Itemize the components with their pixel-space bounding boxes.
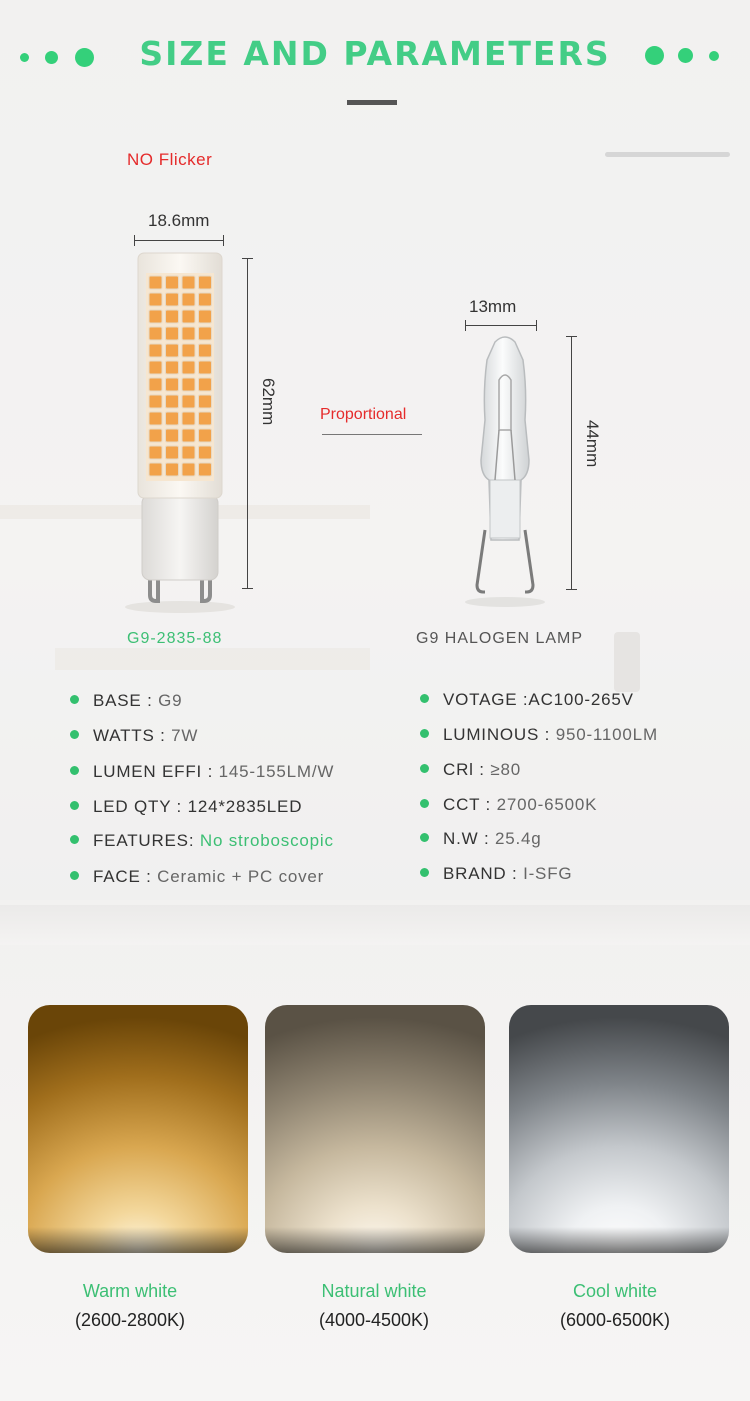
decor-dot-icon: [645, 46, 664, 65]
background-bottle: [614, 632, 640, 692]
cool-white-range: (6000-6500K): [559, 1310, 671, 1330]
halogen-height-line: [571, 336, 572, 590]
proportional-label: Proportional: [320, 406, 407, 423]
led-chip: [199, 327, 212, 340]
bullet-icon: [70, 871, 79, 880]
natural-white-range: (4000-4500K): [318, 1310, 430, 1330]
bullet-icon: [420, 694, 429, 703]
led-chip: [166, 446, 179, 459]
led-chip: [182, 344, 195, 357]
spec-item: FACE : Ceramic + PC cover: [70, 867, 324, 887]
spec-item: VOTAGE :AC100-265V: [420, 690, 634, 710]
led-chip: [182, 327, 195, 340]
cool-white-name: Cool white: [572, 1281, 658, 1301]
bullet-icon: [70, 766, 79, 775]
led-chip: [149, 293, 162, 306]
led-chip: [166, 293, 179, 306]
halogen-width-label: 13mm: [469, 297, 517, 316]
led-chip: [199, 276, 212, 289]
led-chip: [149, 276, 162, 289]
warm-white-swatch: [28, 1005, 248, 1253]
decor-dot-icon: [709, 51, 719, 61]
led-chip: [149, 310, 162, 323]
led-chip: [166, 412, 179, 425]
led-chip: [149, 429, 162, 442]
led-chip: [149, 344, 162, 357]
page-title: SIZE AND PARAMETERS: [139, 34, 611, 73]
led-chip: [166, 361, 179, 374]
no-flicker-label: NO Flicker: [127, 150, 213, 169]
bullet-icon: [420, 868, 429, 877]
led-chip: [199, 463, 212, 476]
bullet-icon: [70, 695, 79, 704]
spec-item: N.W : 25.4g: [420, 829, 542, 849]
cool-white-swatch: [509, 1005, 729, 1253]
led-chip: [149, 463, 162, 476]
led-chip: [149, 327, 162, 340]
spec-item: LED QTY : 124*2835LED: [70, 797, 302, 817]
bullet-icon: [70, 801, 79, 810]
spec-item: WATTS : 7W: [70, 726, 198, 746]
led-chip: [166, 463, 179, 476]
led-chip: [199, 446, 212, 459]
led-chip: [182, 446, 195, 459]
background-counter: [55, 648, 370, 670]
bullet-icon: [420, 833, 429, 842]
spec-item: CRl : ≥80: [420, 760, 521, 780]
led-chip: [199, 344, 212, 357]
led-width-label: 18.6mm: [148, 211, 210, 230]
led-chip: [166, 378, 179, 391]
spec-item: BRAND : I-SFG: [420, 864, 572, 884]
led-bulb-caption: G9-2835-88: [127, 630, 223, 647]
bullet-icon: [70, 730, 79, 739]
led-bulb-illustration: [120, 245, 240, 625]
led-chip: [199, 378, 212, 391]
led-chip: [149, 446, 162, 459]
decor-dot-icon: [678, 48, 693, 63]
halogen-width-line: [465, 325, 537, 326]
proportional-arrow-icon: [322, 434, 422, 435]
led-chip: [182, 412, 195, 425]
led-chip: [199, 293, 212, 306]
bullet-icon: [420, 729, 429, 738]
warm-white-range: (2600-2800K): [74, 1310, 186, 1330]
led-chip: [166, 429, 179, 442]
led-chip: [199, 395, 212, 408]
led-chip: [149, 395, 162, 408]
led-width-line: [134, 240, 224, 241]
bullet-icon: [70, 835, 79, 844]
led-chip: [199, 412, 212, 425]
title-underline: [347, 100, 397, 105]
spec-item: LUMINOUS : 950-1100LM: [420, 725, 658, 745]
spec-item: CCT : 2700-6500K: [420, 795, 597, 815]
section-divider-band: [0, 905, 750, 945]
led-chip: [182, 395, 195, 408]
led-chip: [182, 276, 195, 289]
led-chip: [166, 395, 179, 408]
led-chip: [149, 378, 162, 391]
led-chip: [182, 361, 195, 374]
spec-item: BASE : G9: [70, 691, 182, 711]
led-chip: [166, 327, 179, 340]
led-chip: [199, 310, 212, 323]
led-chip: [166, 276, 179, 289]
led-height-label: 62mm: [259, 378, 278, 426]
halogen-height-label: 44mm: [583, 420, 602, 468]
natural-white-name: Natural white: [321, 1281, 427, 1301]
halogen-bulb-caption: G9 HALOGEN LAMP: [416, 630, 584, 647]
led-chip: [182, 378, 195, 391]
led-chip: [149, 361, 162, 374]
bullet-icon: [420, 764, 429, 773]
led-chip: [199, 429, 212, 442]
bullet-icon: [420, 799, 429, 808]
led-chip: [199, 361, 212, 374]
spec-item: LUMEN EFFI : 145-155LM/W: [70, 762, 334, 782]
led-chip: [166, 310, 179, 323]
led-chip: [182, 429, 195, 442]
led-chip: [182, 310, 195, 323]
warm-white-name: Warm white: [82, 1281, 178, 1301]
background-towel-rail: [605, 152, 730, 157]
led-chip: [149, 412, 162, 425]
led-chip: [182, 293, 195, 306]
led-height-line: [247, 258, 248, 588]
halogen-bulb-illustration: [455, 330, 555, 615]
led-chip: [182, 463, 195, 476]
led-chip: [166, 344, 179, 357]
natural-white-swatch: [265, 1005, 485, 1253]
spec-item: FEATURES: No stroboscopic: [70, 831, 334, 851]
